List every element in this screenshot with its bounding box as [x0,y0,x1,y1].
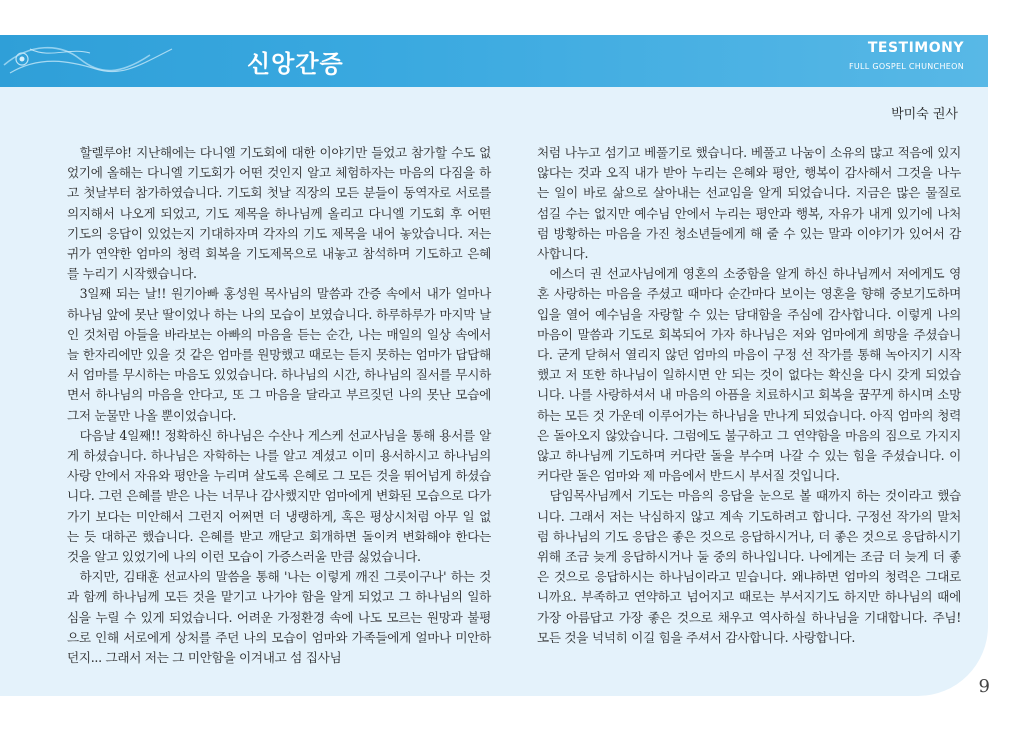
section-title: 신앙간증 [247,50,344,78]
decorative-swirl-icon [0,35,180,87]
paragraph: 3일째 되는 날!! 원기아빠 홍성원 목사님의 말씀과 간증 속에서 내가 얼마나 하나님 앞에 못난 딸이었나 하는 나의 모습이 보였습니다. 하루하루가 마지막 날인 것처럼 아들을 바라보는 아빠의 마음을 듣는 순간, 나는 매일의 일상 속에서 늘 한자리에만 있을 것 같은 엄마를 원망했고 때로는 듣지 못하는 엄마가 답답해서 엄마를 무시하는 마음도 있었습니다. 하나님의 시간, 하나님의 질서를 무시하면서 하나님의 마음을 안다고, 또 그 마음을 달라고 부르짖던 나의 못난 모습에 그저 눈물만 나올 뿐이었습니다. [67,286,491,423]
brand-title: TESTIMONY [867,40,964,56]
paragraph: 담임목사님께서 기도는 마음의 응답을 눈으로 볼 때까지 하는 것이라고 했습니다. 그래서 저는 낙심하지 않고 계속 기도하려고 합니다. 구정선 작가의 말처럼 하나님의 기도 응답은 좋은 것으로 응답하시거나, 더 좋은 것으로 응답하시기 위해 조금 늦게 응답하시거나 둘 중의 하나입니다. 나에게는 조금 더 늦게 더 좋은 것으로 응답하시는 하나님이라고 믿습니다. 왜냐하면 엄마의 청력은 그대로니까요. 부족하고 연약하고 넘어지고 때로는 부서지기도 하지만 하나님의 때에 가장 아름답고 가장 좋은 것으로 채우고 역사하실 하나님을 기대합니다. 주님! 모든 것을 넉넉히 이길 힘을 주셔서 감사합니다. 사랑합니다. [537,488,961,645]
paragraph: 할렐루야! 지난해에는 다니엘 기도회에 대한 이야기만 들었고 참가할 수도 없었기에 올해는 다니엘 기도회가 어떤 것인지 알고 체험하자는 마음의 다짐을 하고 첫날부터 참가하였습니다. 기도회 첫날 직장의 모든 분들이 동역자로 서로를 의지해서 나오게 되었고, 기도 제목을 하나님께 올리고 다니엘 기도회 후 어떤 기도의 응답이 있었는지 기대하자며 각자의 기도 제목을 내어 놓았습니다. 저는 귀가 연약한 엄마의 청력 회복을 기도제목으로 내놓고 참석하며 기도하고 은혜를 누리기 시작했습니다. [67,145,491,282]
right-column [537,143,961,648]
page-number: 9 [978,676,990,697]
header-band [0,35,988,87]
brand-subtitle: FULL GOSPEL CHUNCHEON [848,62,964,71]
author-name: 박미숙 권사 [891,107,958,122]
paragraph: 하지만, 김태훈 선교사의 말씀을 통해 '나는 이렇게 깨진 그릇이구나' 하는 것과 함께 하나님께 모든 것을 맡기고 나가야 함을 알게 되었고 그 하나님의 일하심을 누릴 수 있게 되었습니다. 어려운 가정환경 속에 나도 모르는 원망과 불평으로 인해 서로에게 상처를 주던 나의 모습이 엄마와 가족들에게 얼마나 미안하던지... 그래서 저는 그 미안함을 이겨내고 섬 집사님 [67,569,491,666]
paragraph: 다음날 4일째!! 정확하신 하나님은 수산나 게스케 선교사님을 통해 용서를 알게 하셨습니다. 하나님은 자학하는 나를 알고 계셨고 이미 용서하시고 하나님의 사랑 안에서 자유와 평안을 누리며 살도록 은혜로 그 모든 것을 뛰어넘게 하셨습니다. 그런 은혜를 받은 나는 너무나 감사했지만 엄마에게 변화된 모습으로 다가가기 보다는 미안해서 그런지 어쩌면 더 냉랭하게, 혹은 평상시처럼 아무 일 없는 듯 대하곤 했습니다. 은혜를 받고 깨닫고 회개하면 돌이켜 변화해야 한다는 것을 알고 있었기에 나의 이런 모습이 가증스러울 만큼 싫었습니다. [67,427,491,565]
paragraph: 에스더 권 선교사님에게 영혼의 소중함을 알게 하신 하나님께서 저에게도 영혼 사랑하는 마음을 주셨고 때마다 순간마다 보이는 영혼을 향해 중보기도하며 입을 열어 예수님을 자랑할 수 있는 담대함을 주심에 감사합니다. 이렇게 나의 마음이 말씀과 기도로 회복되어 가자 하나님은 저와 엄마에게 희망을 주셨습니다. 굳게 닫혀서 열리지 않던 엄마의 마음이 구정 선 작가를 통해 녹아지기 시작했고 저 또한 하나님이 일하시면 안 되는 것이 없다는 확신을 다시 갖게 되었습니다. 나를 사랑하셔서 내 마음의 아픔을 치료하시고 회복을 꿈꾸게 하시며 소망하는 모든 것 가운데 이루어가는 하나님을 만나게 되었습니다. 아직 엄마의 청력은 돌아오지 않았습니다. 그럼에도 불구하고 그 연약함을 마음의 짐으로 가지지 않고 하나님께 기도하며 커다란 돌을 부수며 나갈 수 있는 힘을 주셨습니다. 이 커다란 돌은 엄마와 제 마음에서 반드시 부서질 것입니다. [537,266,961,484]
brand-block [849,40,964,71]
left-column [67,143,491,668]
paragraph: 처럼 나누고 섬기고 베풀기로 했습니다. 베풀고 나눔이 소유의 많고 적음에 있지 않다는 것과 오직 내가 받아 누리는 은혜와 평안, 행복이 감사해서 그것을 나누는 일이 바로 삶으로 살아내는 선교임을 알게 되었습니다. 지금은 많은 물질로 섬길 수는 없지만 예수님 안에서 누리는 평안과 행복, 자유가 내게 있기에 나처럼 방황하는 마음을 가진 청소년들에게 해 줄 수 있는 말과 이야기가 있어서 감사합니다. [537,145,961,262]
